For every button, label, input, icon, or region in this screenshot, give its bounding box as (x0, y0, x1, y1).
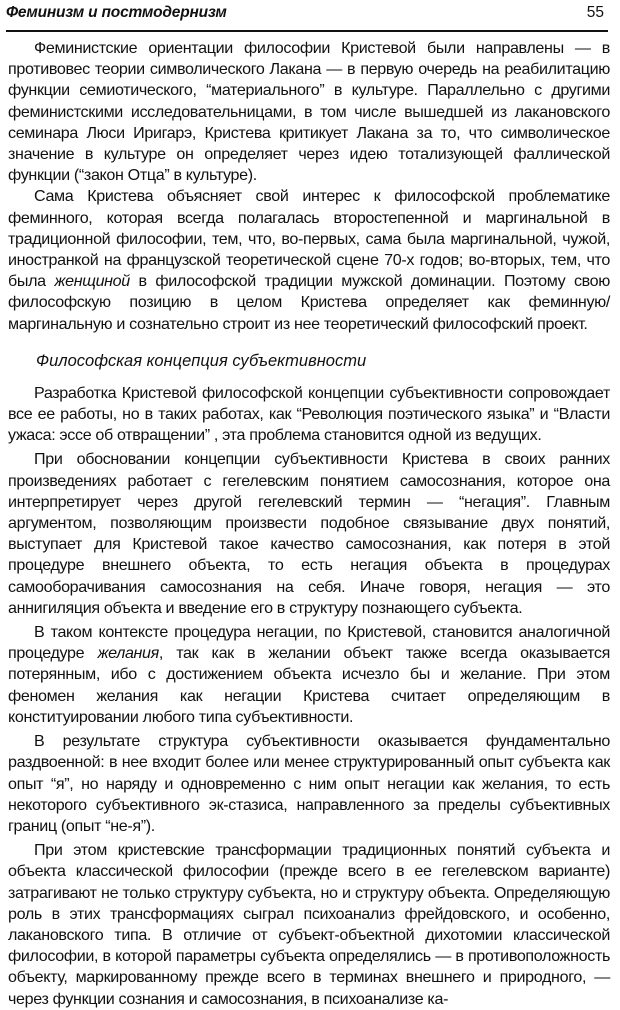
paragraph-2-emphasis: женщиной (54, 272, 130, 291)
paragraph-5-text-b: , так как в желании объект также всегда оказывается потерянным, ибо с достижением объекта исчезло бы и желание. При этом феномен желания как негации Кристева считает определяющим в конституировании любого типа субъективности. (8, 644, 610, 726)
paragraph-1: Феминистские ориентации философии Кристевой были направлены — в противовес теории символического Лакана — в первую очередь на реабилитацию функции семиотического, “материального” в культуре. Параллельно с другими феминистскими исследовательницами, в том числе вышедшей из лакановского семинара Люси Иригарэ, Кристева критикует Лакана за то, что символическое значение в культуре он определяет через идею тотализующей фаллической функции (“закон Отца” в культуре). (8, 39, 610, 185)
paragraph-5 (8, 622, 610, 728)
paragraph-2-text-b: в философской традиции мужской доминации. Поэтому свою философскую позицию в целом Кристева определяет как феминную/маргинальную и сознательно строит из нее теоретический философский проект. (8, 272, 610, 333)
paragraph-4: При обосновании концепции субъективности Кристева в своих ранних произведениях работает с гегелевским понятием самосознания, которое она интерпретирует через другой гегелевский термин — “негация”. Главным аргументом, позволяющим произвести подобное связывание двух понятий, выступает для Кристевой такое качество самосознания, как потеря в этой процедуре внешнего объекта, то есть негация объекта в процедурах самооборачивания самосознания на себя. Иначе говоря, негация — это аннигиляция объекта и введение его в структуру познающего субъекта. (8, 450, 610, 617)
paragraph-2 (8, 186, 610, 334)
section-heading: Философская концепция субъективности (36, 351, 367, 370)
paragraph-7: При этом кристевские трансформации традиционных понятий субъекта и объекта классической философии (прежде всего в ее гегелевском варианте) затрагивают не только структуру субъекта, но и структуру объекта. Определяющую роль в этих трансформациях сыграл психоанализ фрейдовского, и особенно, лакановского типа. В отличие от субъект-объектной дихотомии классической философии, в которой параметры субъекта определялись — в противоположность объекту, маркированному прежде всего в терминах внешнего и природного, — через функции сознания и самосознания, в психоанализе ка- (8, 841, 610, 1008)
page-header (6, 2, 608, 32)
paragraph-5-text-a: В таком контексте процедура негации, по Кристевой, становится аналогичной процедуре (8, 623, 610, 663)
paragraph-2-text-a: Сама Кристева объясняет свой интерес к философской проблематике феминного, которая всегда полагалась второстепенной и маргинальной в традиционной философии, тем, что, во-первых, сама была маргинальной, чужой, иностранкой на французской теоретической сцене 70-х годов; во-вторых, тем, что была (8, 187, 610, 291)
paragraph-6: В результате структура субъективности оказывается фундаментально раздвоенной: в нее входит более или менее структурированный опыт субъекта как опыт “я”, но наряду и одновременно с ним опыт негации как желания, то есть некоторого субъективного эк-стазиса, направленного за пределы субъективных границ (опыт “не-я”). (8, 732, 610, 835)
running-title: Феминизм и постмодернизм (6, 4, 227, 21)
page-number: 55 (586, 4, 604, 21)
page-body (8, 38, 610, 1010)
paragraph-5-emphasis: желания (97, 644, 159, 663)
paragraph-3: Разработка Кристевой философской концепции субъективности сопровождает все ее работы, но в таких работах, как “Революция поэтического языка” и “Власти ужаса: эссе об отвращении” , эта проблема становится одной из ведущих. (8, 383, 610, 445)
